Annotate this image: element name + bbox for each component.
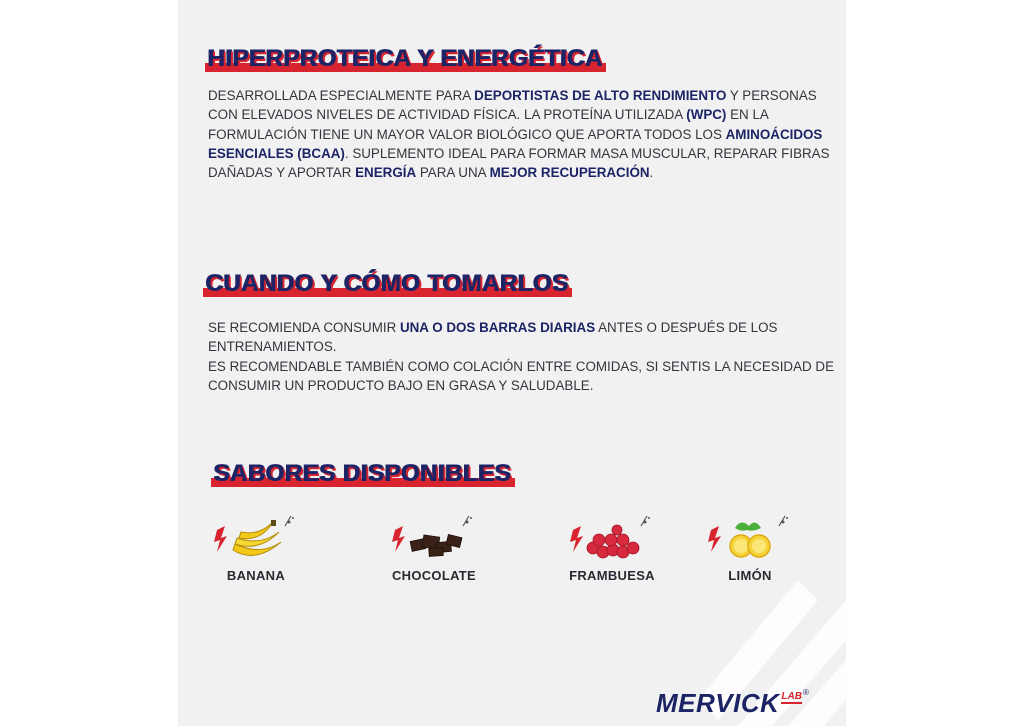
text-run: . — [649, 165, 654, 181]
banana-icon — [211, 512, 301, 562]
section-title-hiperproteica: HIPERPROTEICA Y ENERGÉTICA — [208, 45, 603, 73]
text-run: ANTES O DESPUÉS DE LOS ENTRENAMIENTOS. — [208, 320, 778, 355]
bold-text: AMINOÁCIDOS ESENCIALES (BCAA) — [208, 126, 823, 161]
chocolate-icon — [389, 512, 479, 562]
text-run: . SUPLEMENTO IDEAL PARA FORMAR MASA MUSCULAR, REPARAR FIBRAS DAÑADAS Y APORTAR — [208, 145, 830, 181]
flavor-item-frambuesa — [552, 512, 672, 583]
brand-name: MERVICK — [656, 688, 780, 718]
mervick-lab-logo — [656, 688, 809, 718]
section-title-sabores: SABORES DISPONIBLES — [214, 460, 512, 488]
flavor-label: LIMÓN — [728, 568, 772, 583]
lemon-icon — [705, 512, 795, 562]
section-title-cuando-como: CUANDO Y CÓMO TOMARLOS — [206, 270, 569, 298]
flavor-item-banana — [196, 512, 316, 583]
bold-text: MEJOR RECUPERACIÓN — [489, 165, 650, 181]
bold-text: ENERGÍA — [355, 165, 417, 181]
flavor-label: CHOCOLATE — [391, 568, 477, 583]
usage-paragraph — [208, 318, 836, 395]
bold-text: UNA O DOS BARRAS DIARIAS — [399, 320, 596, 335]
raspberry-icon — [567, 512, 657, 562]
text-run: DESARROLLADA ESPECIALMENTE PARA — [208, 88, 475, 103]
text-run: SE RECOMIENDA CONSUMIR — [208, 320, 400, 335]
brand-suffix: LAB — [781, 691, 802, 702]
flavor-item-limon — [690, 512, 810, 583]
flavor-item-chocolate — [374, 512, 494, 583]
registered-mark: ® — [802, 688, 809, 697]
product-info-panel — [178, 0, 846, 726]
text-run: ES RECOMENDABLE TAMBIÉN COMO COLACIÓN ENTRE COMIDAS, SI SENTIS LA NECESIDAD DE CONSUMIR UN PRODUCTO BAJO EN GRASA Y SALUDABLE. — [208, 358, 835, 393]
flavor-label: BANANA — [226, 568, 286, 583]
bold-text: (WPC) — [686, 107, 727, 123]
description-paragraph — [208, 86, 836, 182]
bold-text: DEPORTISTAS DE ALTO RENDIMIENTO — [474, 88, 727, 103]
text-run: Y PERSONAS CON ELEVADOS NIVELES DE ACTIVIDAD FÍSICA. LA PROTEÍNA UTILIZADA — [208, 88, 817, 123]
text-run: PARA UNA — [416, 165, 490, 181]
flavor-label: FRAMBUESA — [569, 568, 655, 583]
text-run: EN LA FORMULACIÓN TIENE UN MAYOR VALOR BIOLÓGICO QUE APORTA TODOS LOS — [208, 107, 769, 142]
